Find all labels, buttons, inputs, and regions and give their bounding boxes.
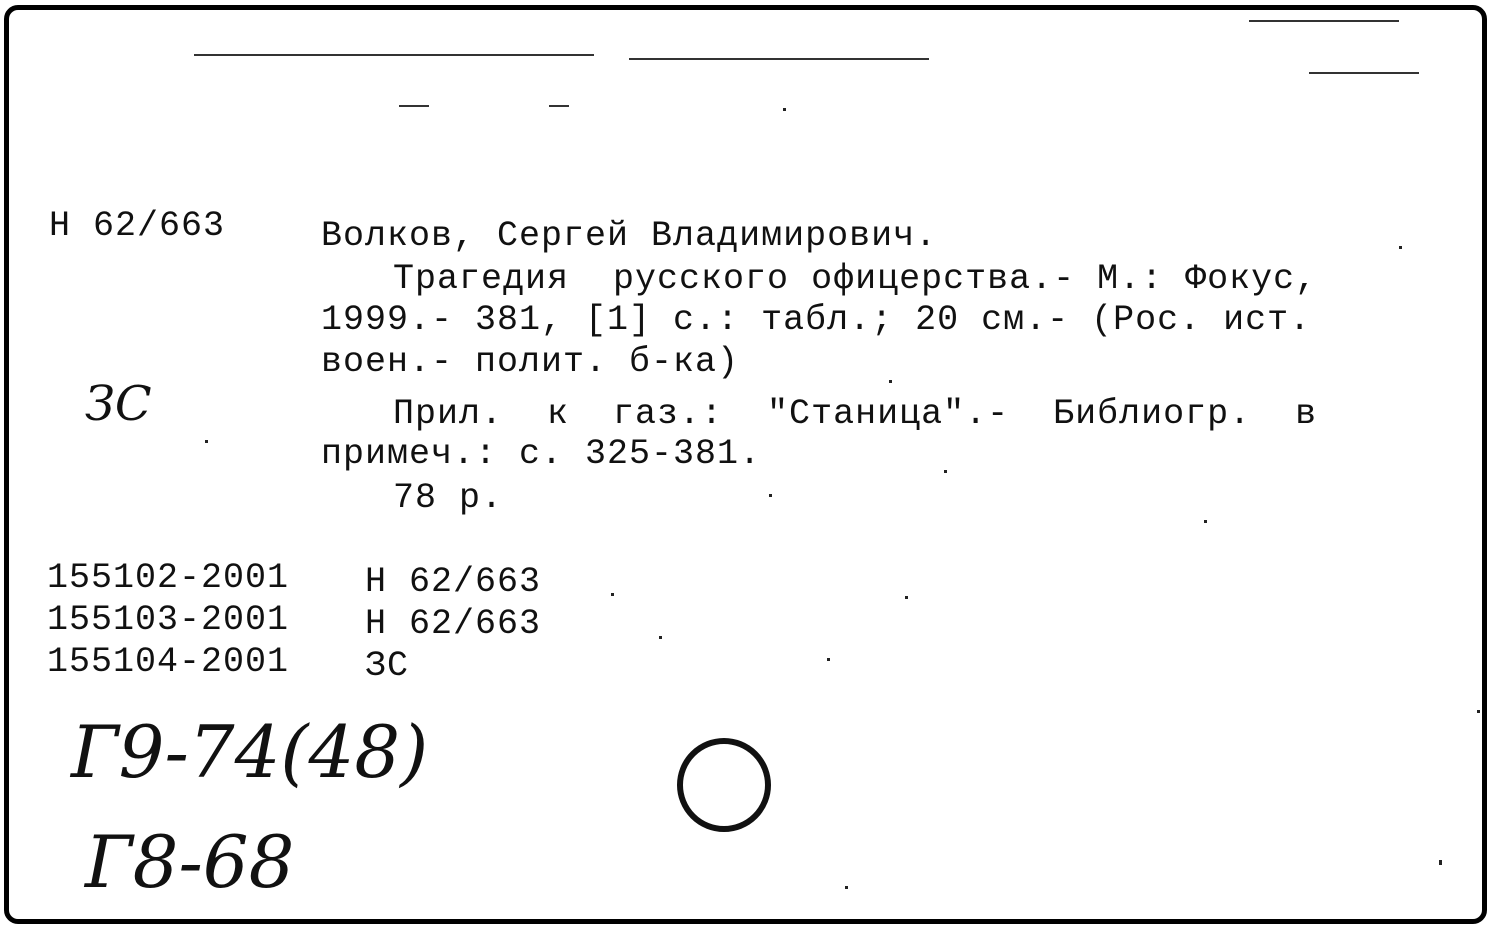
scan-artifact-line (1309, 72, 1419, 74)
scan-artifact-line (1249, 20, 1399, 22)
scan-speck (1439, 860, 1442, 865)
copy-inventory-1: 155102-2001 (47, 558, 290, 598)
author-heading: Волков, Сергей Владимирович. (321, 216, 938, 256)
scan-speck (769, 494, 772, 497)
scan-speck (845, 886, 848, 889)
description-line-5: примеч.: с. 325-381. (321, 434, 762, 474)
scan-speck (659, 636, 662, 639)
scan-speck (1477, 710, 1480, 713)
copy-location-1: Н 62/663 (365, 562, 542, 602)
scan-speck (783, 108, 786, 111)
scan-speck (944, 470, 947, 473)
scan-speck (1399, 246, 1402, 249)
description-line-2: 1999.- 381, [1] с.: табл.; 20 см.- (Рос. ист. (321, 300, 1312, 340)
scan-speck (1204, 520, 1207, 523)
description-line-1: Трагедия русского офицерства.- М.: Фокус, (393, 259, 1318, 299)
copy-inventory-3: 155104-2001 (47, 642, 290, 682)
scan-artifact-line (399, 105, 429, 107)
shelfmark: Н 62/663 (49, 206, 226, 246)
scan-speck (889, 380, 892, 383)
catalog-card (4, 5, 1487, 924)
handwritten-note-1: Г9-74(48) (71, 710, 429, 794)
scan-artifact-line (549, 105, 569, 107)
scan-speck (905, 596, 908, 599)
scan-speck (827, 658, 830, 661)
scan-artifact-line (194, 54, 594, 56)
handwritten-note-2: Г8-68 (85, 820, 295, 904)
copy-location-2: Н 62/663 (365, 604, 542, 644)
description-line-4: Прил. к газ.: "Станица".- Библиогр. в (393, 394, 1318, 434)
circle-mark (677, 738, 771, 832)
scan-artifact-line (629, 58, 929, 60)
copy-inventory-2: 155103-2001 (47, 600, 290, 640)
scan-speck (611, 593, 614, 596)
handwritten-location-mark: ЗС (85, 376, 152, 432)
copy-location-3: ЗС (365, 646, 410, 686)
scan-speck (205, 440, 208, 443)
price: 78 р. (393, 478, 504, 518)
description-line-3: воен.- полит. б-ка) (321, 342, 740, 382)
